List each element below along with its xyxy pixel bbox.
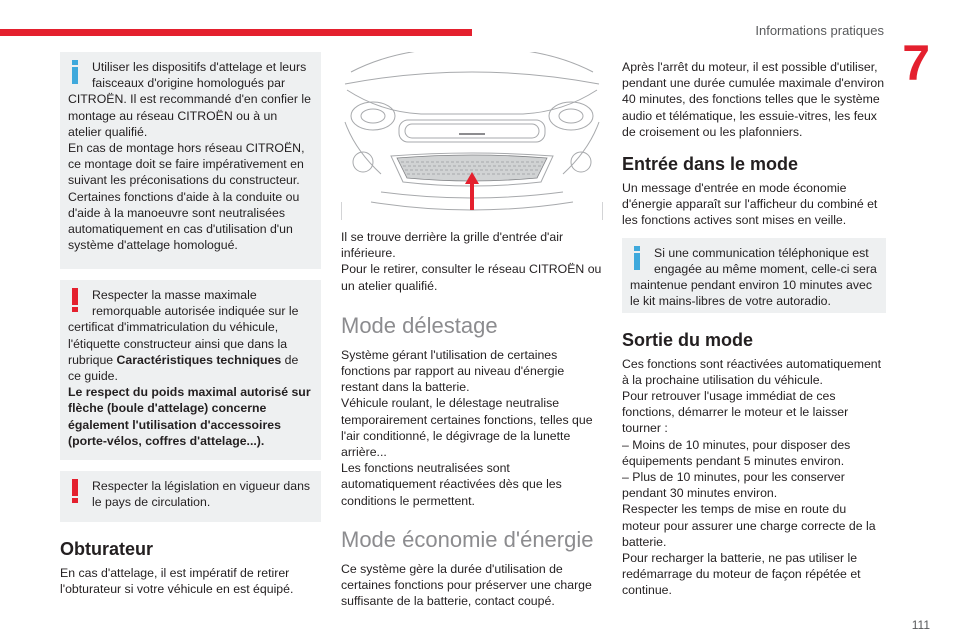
heading-sortie-mode: Sortie du mode bbox=[622, 329, 754, 350]
text-sortie-6: Pour recharger la batterie, ne pas utiliser le redémarrage du moteur de façon répétée et continue. bbox=[622, 551, 861, 598]
section-title: Informations pratiques bbox=[755, 23, 884, 38]
text-economie-1: Ce système gère la durée d'utilisation de certaines fonctions pour préserver une charge suffisante de la batterie, contact coupé. bbox=[341, 561, 592, 609]
reference-caracteristiques: Caractéristiques techniques bbox=[116, 352, 282, 367]
text-delestage-3: Les fonctions neutralisées sont automatiquement réactivées dès que les conditions le permettent. bbox=[341, 461, 562, 508]
info-icon bbox=[68, 60, 82, 84]
info-telephone-rest: maintenue pendant environ 10 minutes avec le kit mains-libres de votre autoradio. bbox=[630, 278, 872, 309]
image-caption-removal: Pour le retirer, consulter le réseau CITROËN ou un atelier qualifié. bbox=[341, 262, 602, 293]
text-sortie-4: – Plus de 10 minutes, pour les conserver pendant 30 minutes environ. bbox=[622, 470, 845, 501]
warning-legislation-text: Respecter la législation en vigueur dans le pays de circulation. bbox=[92, 479, 311, 510]
text-delestage-2: Véhicule roulant, le délestage neutralise temporairement certaines fonctions, telles que l'air conditionné, le dégivrage de la lunette arrière... bbox=[341, 396, 593, 460]
warning-icon bbox=[68, 288, 82, 312]
warning-text-rest: certificat d'immatriculation du véhicule, l'étiquette constructeur ainsi que dans la rubrique Caractéristiques techniques de ce guide. bbox=[68, 320, 299, 384]
heading-entree-mode: Entrée dans le mode bbox=[622, 154, 799, 175]
heading-obturateur: Obturateur bbox=[60, 539, 154, 559]
text-sortie-3: – Moins de 10 minutes, pour disposer des équipements pendant 5 minutes environ. bbox=[622, 437, 851, 468]
column-2 bbox=[341, 52, 603, 609]
chapter-number: 7 bbox=[902, 35, 930, 91]
text-sortie-5: Respecter les temps de mise en route du moteur pour assurer une charge correcte de la batterie. bbox=[622, 502, 876, 549]
heading-mode-economie: Mode économie d'énergie bbox=[341, 526, 594, 552]
info-box-attelage bbox=[60, 52, 321, 269]
info-text-para2: En cas de montage hors réseau CITROËN, ce montage doit se faire impérativement en suivant les préconisations du constructeur. bbox=[68, 141, 305, 188]
warning-box-masse bbox=[60, 280, 321, 460]
text-obturateur: En cas d'attelage, il est impératif de retirer l'obturateur si votre véhicule en est équipé. bbox=[60, 566, 294, 597]
info-text-rest: CITROËN. Il est recommandé d'en confier le montage au réseau CITROËN ou à un atelier qualifié. bbox=[68, 92, 311, 139]
text-sortie-2: Pour retrouver l'usage immédiat de ces fonctions, démarrer le moteur et le laisser tourner : bbox=[622, 389, 849, 436]
image-caption-location: Il se trouve derrière la grille d'entrée d'air inférieure. bbox=[341, 230, 564, 261]
heading-mode-delestage: Mode délestage bbox=[341, 312, 498, 338]
page-number: 111 bbox=[911, 618, 930, 632]
text-delestage-1: Système gérant l'utilisation de certaines fonctions par rapport au niveau d'énergie restant dans la batterie. bbox=[341, 347, 565, 395]
text-entree-mode: Un message d'entrée en mode économie d'énergie apparaît sur l'afficheur du combiné et les fonctions actives sont mises en veille. bbox=[622, 181, 878, 228]
column-3 bbox=[622, 52, 886, 599]
info-text-first: Utiliser les dispositifs d'attelage et leurs faisceaux d'origine homologués par bbox=[92, 60, 307, 91]
text-intro-economie: Après l'arrêt du moteur, il est possible d'utiliser, pendant une durée cumulée maximale d'environ 40 minutes, des fonctions telles que le système audio et télématique, les essuie-vitres, les feux de croisement ou les plafonniers. bbox=[622, 60, 885, 139]
header-accent-bar bbox=[0, 29, 472, 36]
text-sortie-1: Ces fonctions sont réactivées automatiquement à la prochaine utilisation du véhicule. bbox=[622, 356, 882, 387]
info-icon bbox=[630, 246, 644, 270]
info-telephone-first: Si une communication téléphonique est engagée au même moment, celle-ci sera bbox=[654, 245, 877, 276]
warning-box-legislation bbox=[60, 471, 321, 522]
car-front-illustration bbox=[341, 52, 603, 220]
car-front-drawing bbox=[341, 52, 603, 220]
info-text-para3: Certaines fonctions d'aide à la conduite ou d'aide à la manoeuvre sont neutralisées automatiquement en cas d'utilisation d'un système d'attelage homologué. bbox=[68, 189, 300, 253]
warning-bold-text: Le respect du poids maximal autorisé sur flèche (boule d'attelage) concerne également l'utilisation d'accessoires (porte-vélos, coffres d'attelage...). bbox=[68, 385, 311, 448]
warning-text-first: Respecter la masse maximale remorquable autorisée indiquée sur le bbox=[92, 288, 299, 319]
column-1 bbox=[60, 52, 321, 597]
info-box-telephone bbox=[622, 238, 886, 313]
warning-icon bbox=[68, 479, 82, 503]
